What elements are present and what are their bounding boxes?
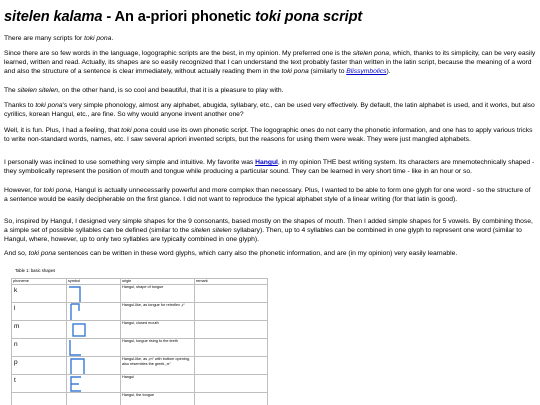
symbol-cell	[67, 339, 121, 357]
m-glyph-icon	[67, 321, 120, 339]
phoneme-cell: p	[12, 357, 67, 375]
header-remark: remark	[195, 279, 268, 285]
text: sentences can be written in these word glyphs, which carry also the phonetic information, and are (in my opinion) very easily learnable.	[55, 250, 458, 257]
text: could use its own phonetic script. The logographic ones do not carry the phonetic information, and one has to apply various tricks to write non-standard words, names, etc. I saw several apriori invented scripts, but the reasons for using them were weak. They were just mangled alphabets.	[4, 127, 533, 144]
text: And so,	[4, 250, 29, 257]
remark-cell	[195, 393, 268, 405]
origin-cell: Hangul, the tongue	[121, 393, 195, 405]
header-phoneme: phoneme	[12, 279, 67, 285]
text-italic: sitelen sitelen	[191, 227, 232, 235]
remark-cell	[195, 357, 268, 375]
table-row-m	[12, 321, 268, 339]
p-glyph-icon	[67, 357, 120, 375]
text: (similarly to	[308, 68, 347, 76]
symbol-cell	[67, 303, 121, 321]
design-paragraph	[4, 217, 536, 245]
link-text: Blissymbolics	[346, 68, 387, 76]
text: , on the other hand, is so cool and beautiful, that it is a pleasure to play with.	[58, 87, 284, 94]
text: I personally was inclined to use something very simple and intuitive. My favorite was	[4, 159, 256, 166]
text-italic: toki pona	[281, 68, 309, 76]
symbol-cell	[67, 357, 121, 375]
conclusion-paragraph	[4, 249, 536, 258]
phoneme-cell: m	[12, 321, 67, 339]
origin-cell: Hangul-like, as „m“ with bottom opening, also resembles the greek „π“	[121, 357, 195, 375]
n-glyph-icon	[67, 339, 120, 357]
table-row-k	[12, 285, 268, 303]
remark-cell	[195, 303, 268, 321]
text-italic: toki pona	[28, 250, 56, 257]
header-symbol: symbol	[67, 279, 121, 285]
l-glyph-icon	[67, 303, 120, 321]
remark-cell	[195, 321, 268, 339]
fun-paragraph	[4, 126, 536, 144]
text: , Hangul is actually unnecessarily powerful and more complex than necessary. Plus, I wanted to be able to form one glyph for one word - so the structure of a sentence would be easily decipherable on the first glance. I did not want to reproduce the typical alphabet style of a linear writing (for that latin is good).	[4, 187, 531, 204]
origin-cell: Hangul, tongue rising to the teeth	[121, 339, 195, 357]
phoneme-cell: t	[12, 375, 67, 393]
symbol-cell	[67, 321, 121, 339]
text-italic: sitelen sitelen	[17, 87, 59, 94]
text-italic: toki pona	[43, 187, 71, 194]
however-paragraph	[4, 186, 536, 204]
remark-cell	[195, 285, 268, 303]
text: .	[111, 35, 114, 42]
table-row-l	[12, 303, 268, 321]
text: Since there are so few words in the language, logographic scripts are the best, in my opinion. My preferred one is the	[4, 50, 353, 57]
logographic-paragraph	[4, 49, 536, 77]
remark-cell	[195, 375, 268, 393]
text-italic: toki pona	[121, 127, 149, 134]
text: The	[4, 87, 18, 94]
table-row-t	[12, 375, 268, 393]
header-origin: origin	[121, 279, 195, 285]
origin-cell: Hangul	[121, 375, 195, 393]
phonology-paragraph	[4, 101, 536, 119]
text: However, for	[4, 187, 44, 194]
text: Thanks to	[4, 102, 36, 109]
k-glyph-icon	[67, 285, 120, 303]
table-row-partial	[12, 393, 268, 405]
title-script-name: sitelen kalama	[4, 9, 103, 25]
phoneme-cell: k	[12, 285, 67, 303]
basic-shapes-table	[11, 278, 268, 405]
text: syllabary). Then, up to 4 syllables can be combined in one glyph to represent one word (similar to Hangul, where, however, up to only two syllables are typically combined in one glyph).	[4, 227, 522, 244]
text-italic: toki pona	[35, 102, 63, 109]
text: 's very simple phonology, almost any alphabet, abugida, syllabary, etc., can be used very effectively. By default, the latin alphabet is used, and it works, but also cyrillics, korean Hangul, etc., are fine. So why would anyone invent another one?	[4, 102, 535, 119]
text-italic: sitelen pona	[352, 50, 389, 57]
sitelen-sitelen-paragraph	[4, 86, 536, 95]
blissymbolics-link[interactable]	[346, 68, 386, 75]
text: , in my opinion THE best writing system. Its characters are mnemotechnically shaped - they symbolically represent the position of mouth and tongue while producing a particular sound. They can be learned in very short time - like in an hour or so.	[4, 159, 535, 176]
text: Well, it is fun. Plus, I had a feeling, that	[4, 127, 122, 134]
t-glyph-icon	[67, 375, 120, 393]
origin-cell: Hangul, closed mouth	[121, 321, 195, 339]
text-italic: toki pona	[84, 35, 112, 42]
table-row-p	[12, 357, 268, 375]
table-row-n	[12, 339, 268, 357]
text: ).	[386, 68, 391, 76]
phoneme-cell	[12, 393, 67, 405]
phoneme-cell: n	[12, 339, 67, 357]
hangul-paragraph	[4, 158, 536, 176]
text: There are many scripts for	[4, 35, 85, 42]
page-title	[4, 8, 362, 26]
origin-cell: Hangul, shape of tongue	[121, 285, 195, 303]
phoneme-cell: l	[12, 303, 67, 321]
symbol-cell	[67, 393, 121, 405]
table-caption: Table 1: basic shapes	[15, 268, 56, 273]
text: So, inspired by Hangul, I designed very simple shapes for the 9 consonants, based mostly on the shapes of mouth. Then I added simple shapes for 5 vowels. By combining those, a simple set of possible syllables can be defined (similar to the	[4, 218, 533, 235]
hangul-link[interactable]: Hangul	[255, 159, 278, 166]
intro-paragraph	[4, 34, 536, 43]
remark-cell	[195, 339, 268, 357]
text: , which, thanks to its simplicity, can be very easily learned, written and read. Actually, its shapes are so easily recognized that I can understand the text probably faster than written in the latin script, because the meaning of a word and also the structure of a sentence is clear immediately, without actually reading them in the	[4, 50, 536, 76]
symbol-cell	[67, 375, 121, 393]
origin-cell: Hangul-like, as tongue for retroflex „r“	[121, 303, 195, 321]
title-middle: - An a-priori phonetic	[102, 9, 256, 25]
symbol-cell	[67, 285, 121, 303]
title-end: toki pona script	[255, 9, 363, 25]
